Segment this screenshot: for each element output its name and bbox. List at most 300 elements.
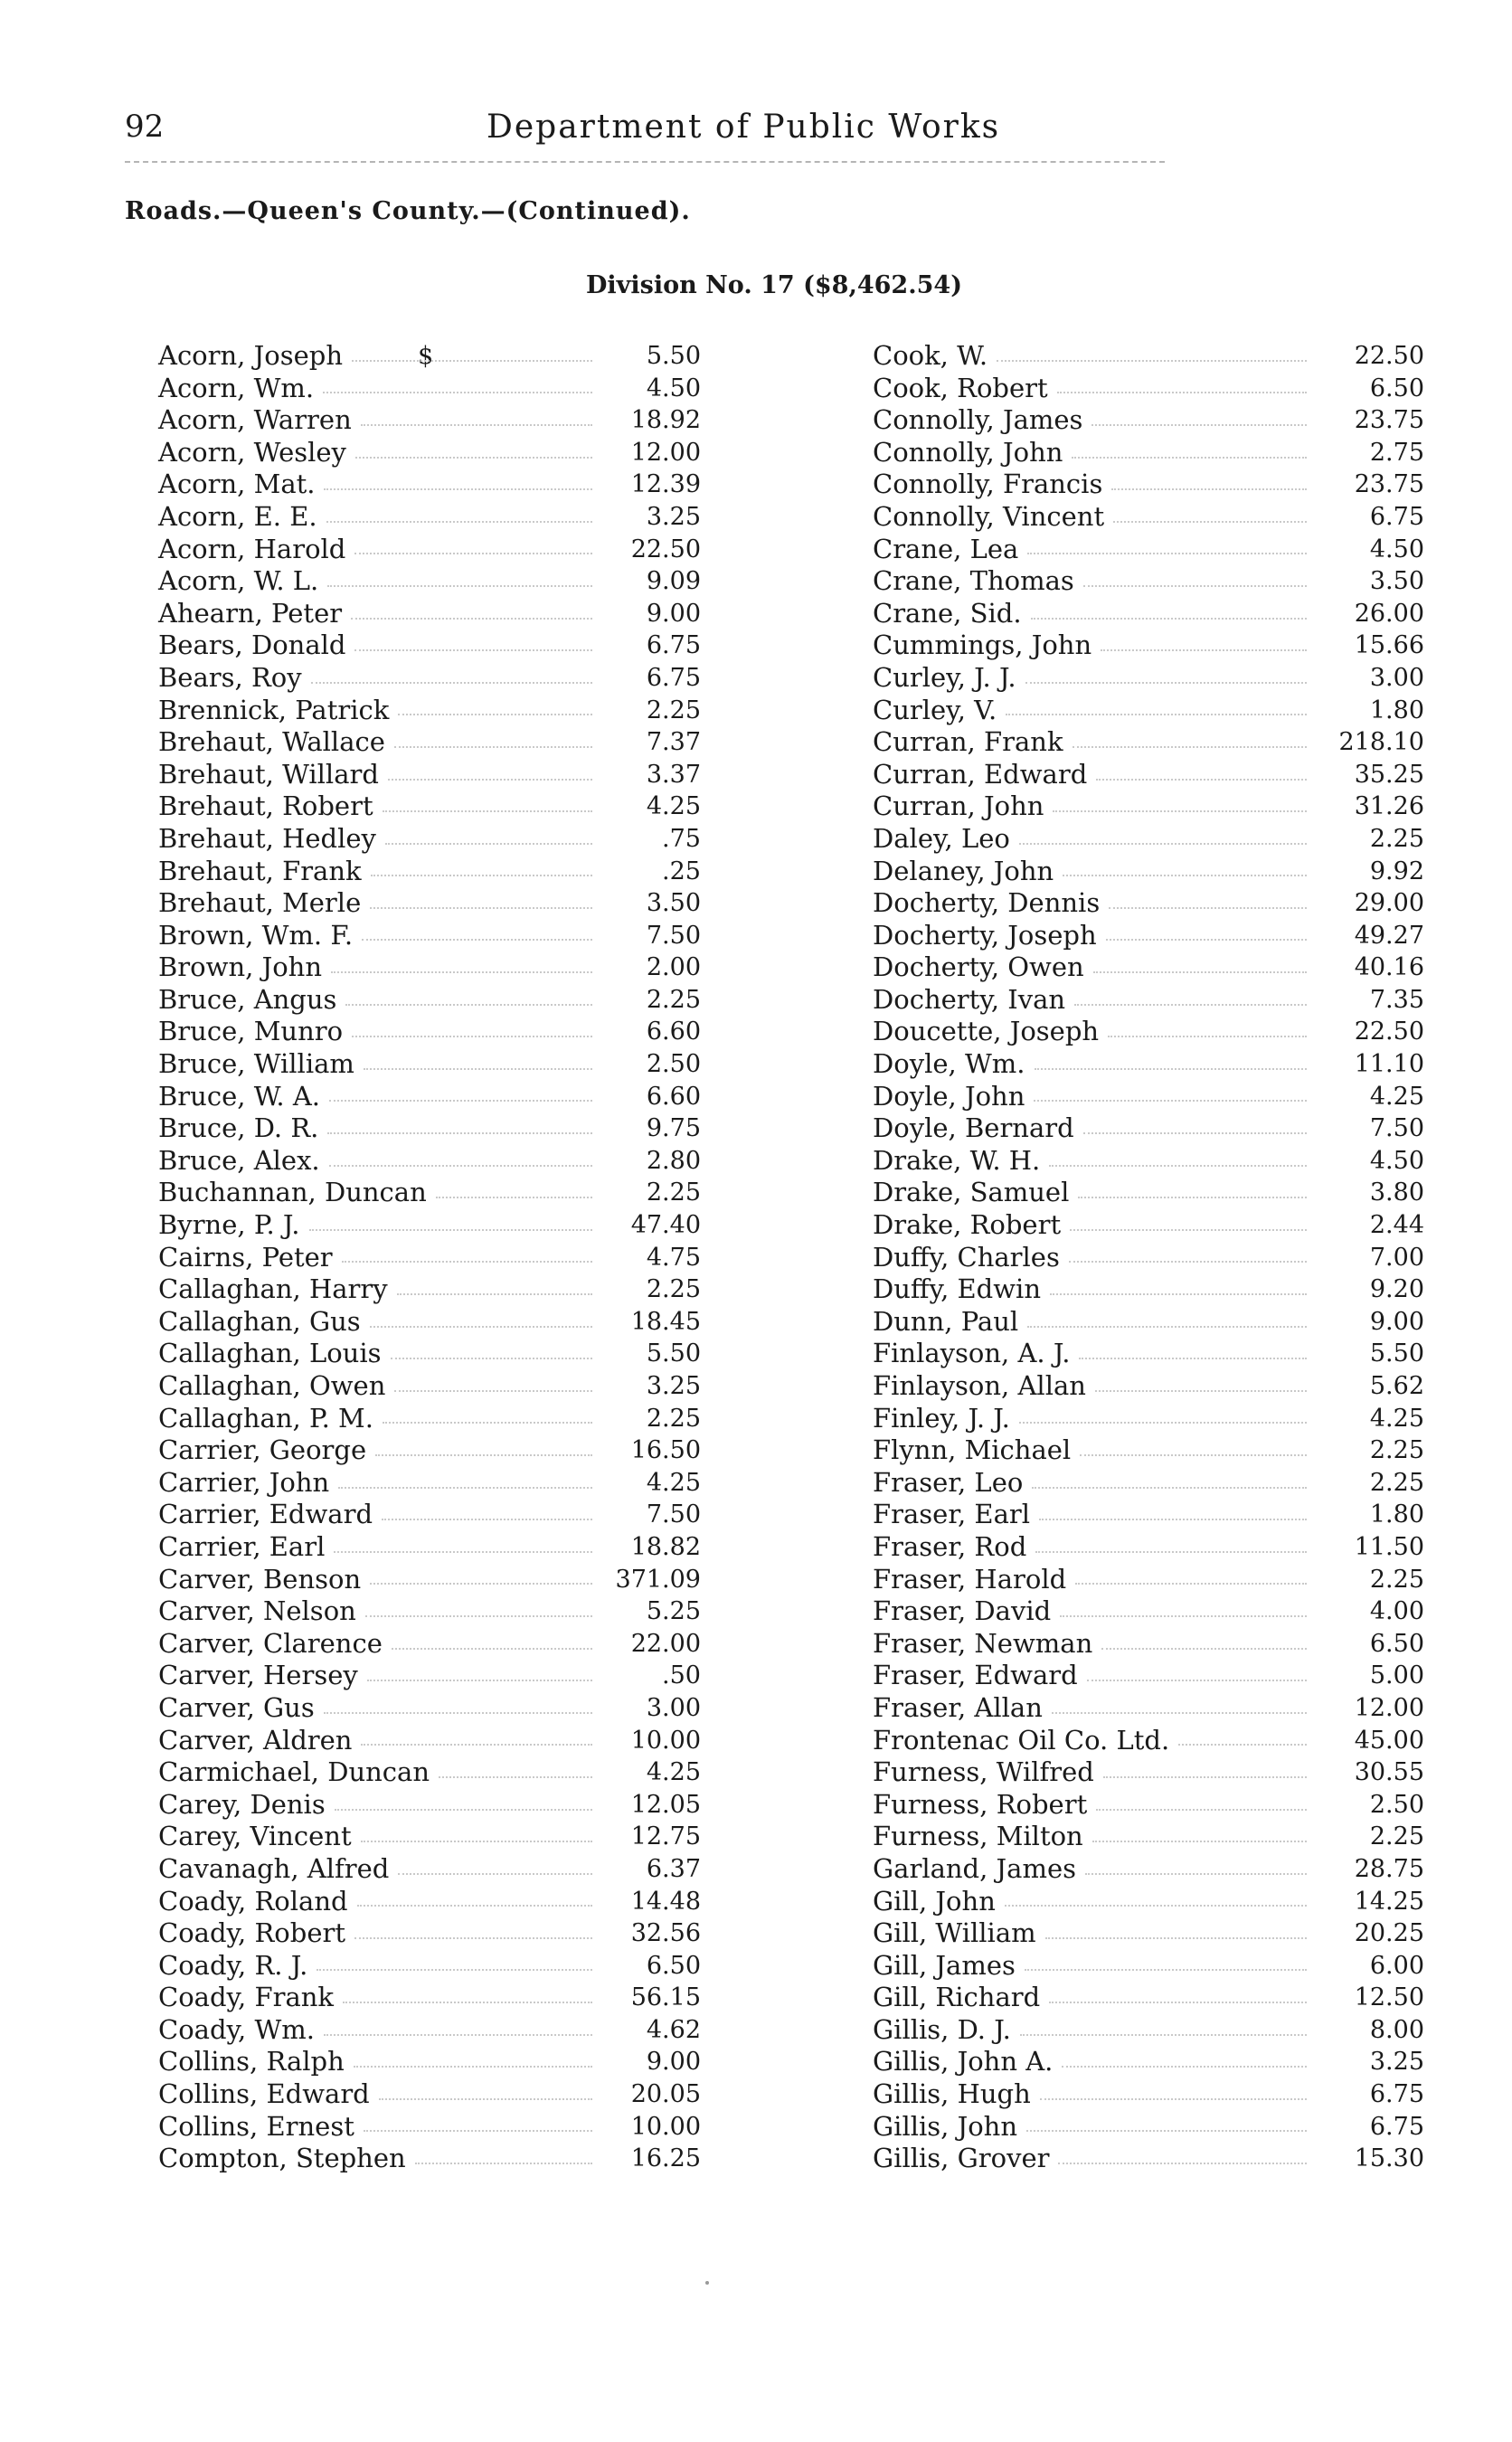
entry-name: Carey, Vincent	[158, 1821, 352, 1852]
dot-leader	[379, 2089, 592, 2100]
entry-amount: 2.25	[646, 1275, 701, 1304]
entry-name: Drake, Robert	[873, 1209, 1062, 1241]
entry-name: Frontenac Oil Co. Ltd.	[873, 1724, 1170, 1756]
entry-name: Carver, Hersey	[158, 1660, 358, 1691]
entry-name: Cavanagh, Alfred	[158, 1852, 390, 1884]
entry-name: Cairns, Peter	[158, 1241, 333, 1273]
entry-amount: 1.80	[1369, 1500, 1424, 1529]
list-item	[873, 1338, 1424, 1370]
list-item	[158, 1499, 701, 1531]
dot-leader	[1095, 1381, 1307, 1392]
dot-leader	[1078, 1188, 1307, 1198]
dot-leader	[1032, 1478, 1307, 1489]
list-item	[873, 1081, 1424, 1113]
entry-name: Coady, R. J.	[158, 1949, 308, 1981]
entry-name: Bears, Donald	[158, 629, 346, 661]
list-item	[158, 1434, 701, 1467]
dot-leader	[1027, 1317, 1307, 1328]
entry-amount: 3.25	[646, 1372, 701, 1400]
dot-leader	[397, 1284, 592, 1295]
dot-leader	[388, 770, 592, 781]
entry-name: Coady, Robert	[158, 1917, 346, 1949]
list-item	[158, 1048, 701, 1081]
entry-amount: 6.50	[1369, 1629, 1424, 1658]
entry-amount: 12.00	[630, 438, 701, 467]
entry-amount: 30.55	[1354, 1758, 1424, 1787]
dot-leader	[1070, 1220, 1307, 1231]
entry-name: Delaney, John	[873, 855, 1054, 886]
list-item	[158, 759, 701, 791]
dot-leader	[1108, 1027, 1307, 1037]
list-item	[158, 1982, 701, 2014]
list-item	[873, 1403, 1424, 1435]
entry-name: Cook, Robert	[873, 372, 1048, 403]
entry-name: Buchannan, Duncan	[158, 1177, 427, 1208]
entry-name: Acorn, Joseph	[158, 340, 343, 371]
entry-amount: 2.25	[1369, 1565, 1424, 1594]
entry-amount: .75	[662, 824, 701, 853]
entry-name: Bruce, William	[158, 1048, 354, 1080]
entry-name: Gillis, John A.	[873, 2046, 1054, 2078]
entry-amount: 1.80	[1369, 696, 1424, 724]
entry-amount: 2.80	[646, 1146, 701, 1175]
entry-name: Connolly, John	[873, 436, 1063, 468]
entry-amount: 23.75	[1354, 406, 1424, 435]
entry-name: Gillis, Hugh	[873, 2078, 1031, 2110]
list-item	[873, 1950, 1424, 1983]
list-item	[158, 695, 701, 727]
dot-leader	[1085, 1864, 1307, 1875]
dot-leader	[1178, 1735, 1307, 1746]
list-item	[158, 1467, 701, 1500]
dot-leader	[1063, 866, 1307, 876]
dot-leader	[394, 1381, 592, 1392]
dot-leader	[997, 351, 1307, 362]
entry-amount: 2.25	[1369, 1436, 1424, 1465]
entry-name: Coady, Roland	[158, 1885, 348, 1917]
list-item	[158, 1081, 701, 1113]
list-item	[158, 920, 701, 952]
dot-leader	[1103, 1767, 1307, 1778]
list-item	[158, 1725, 701, 1757]
entry-amount: 6.60	[646, 1082, 701, 1111]
dot-leader	[324, 479, 592, 490]
entry-name: Carver, Nelson	[158, 1595, 356, 1627]
list-item	[873, 1660, 1424, 1692]
entry-amount: 3.25	[1369, 2048, 1424, 2077]
entry-amount: 22.50	[630, 535, 701, 563]
entry-name: Brehaut, Willard	[158, 758, 379, 790]
entry-amount: 7.50	[646, 921, 701, 950]
left-column	[158, 340, 701, 2175]
entry-name: Drake, W. H.	[873, 1144, 1041, 1176]
entry-name: Carmichael, Duncan	[158, 1756, 430, 1788]
list-item	[873, 340, 1424, 373]
list-item	[873, 1628, 1424, 1661]
dot-leader	[335, 1800, 592, 1811]
entry-name: Carver, Aldren	[158, 1724, 353, 1756]
dot-leader	[1057, 383, 1307, 393]
entry-amount: 12.50	[1354, 1983, 1424, 2012]
list-item	[873, 1853, 1424, 1886]
dot-leader	[370, 1317, 592, 1328]
entry-name: Ahearn, Peter	[158, 597, 343, 629]
dot-leader	[1019, 1413, 1307, 1424]
dot-leader	[1106, 930, 1307, 941]
list-item	[158, 1016, 701, 1048]
dot-leader	[1035, 1542, 1307, 1553]
entry-name: Crane, Sid.	[873, 597, 1022, 629]
dot-leader	[309, 1220, 593, 1231]
list-item	[158, 823, 701, 856]
entry-amount: 4.50	[646, 374, 701, 402]
entry-name: Gill, John	[873, 1885, 996, 1917]
entry-name: Brehaut, Frank	[158, 855, 362, 886]
dot-leader	[1053, 801, 1307, 812]
list-item	[158, 1660, 701, 1692]
entry-name: Connolly, Vincent	[873, 500, 1105, 532]
entry-name: Callaghan, Harry	[158, 1273, 388, 1305]
dot-leader	[1005, 1896, 1307, 1907]
list-item	[158, 1950, 701, 1983]
entry-amount: 12.39	[630, 470, 701, 499]
entry-name: Brehaut, Wallace	[158, 726, 385, 758]
dot-leader	[1069, 1252, 1307, 1263]
list-item	[158, 1273, 701, 1306]
entry-name: Compton, Stephen	[158, 2143, 406, 2174]
entry-amount: 9.00	[646, 2048, 701, 2077]
header-rule	[125, 161, 1165, 163]
list-item	[873, 2143, 1424, 2175]
entry-amount: 15.30	[1354, 2144, 1424, 2173]
entry-amount: 4.50	[1369, 535, 1424, 563]
dot-leader	[398, 1864, 592, 1875]
list-item	[158, 1628, 701, 1661]
list-item	[873, 1595, 1424, 1628]
entry-name: Acorn, Mat.	[158, 469, 316, 500]
entry-amount: 7.35	[1369, 985, 1424, 1014]
dot-leader	[383, 1413, 592, 1424]
entry-amount: 16.25	[630, 2144, 701, 2173]
list-item	[158, 1306, 701, 1339]
dot-leader	[1093, 962, 1307, 973]
footer-mark	[705, 2281, 709, 2285]
entry-amount: 3.00	[1369, 663, 1424, 692]
entry-amount: 4.75	[646, 1243, 701, 1272]
list-item	[158, 469, 701, 501]
entry-name: Fraser, Rod	[873, 1530, 1027, 1562]
entry-name: Carrier, George	[158, 1434, 367, 1466]
list-item	[873, 373, 1424, 405]
dot-leader	[362, 930, 592, 941]
entry-amount: 20.25	[1354, 1919, 1424, 1948]
dot-leader	[361, 1735, 592, 1746]
dot-leader	[1096, 770, 1307, 781]
dot-leader	[338, 1478, 592, 1489]
entry-amount: 10.00	[630, 2112, 701, 2141]
dot-leader	[329, 1156, 592, 1167]
entry-name: Callaghan, Gus	[158, 1305, 361, 1337]
entry-amount: 6.60	[646, 1018, 701, 1046]
entry-name: Carey, Denis	[158, 1788, 326, 1820]
entry-name: Fraser, Earl	[873, 1499, 1031, 1530]
entry-amount: 4.50	[1369, 1146, 1424, 1175]
entry-name: Gillis, John	[873, 2110, 1018, 2142]
dot-leader	[1092, 1832, 1307, 1842]
right-column	[873, 340, 1424, 2175]
entry-amount: 2.75	[1369, 438, 1424, 467]
dot-leader	[1039, 1510, 1307, 1520]
entry-amount: 5.00	[1369, 1661, 1424, 1690]
entry-name: Furness, Robert	[873, 1788, 1088, 1820]
entry-amount: 2.25	[1369, 824, 1424, 853]
list-item	[873, 1048, 1424, 1081]
entry-name: Gill, William	[873, 1917, 1036, 1949]
list-item	[873, 1273, 1424, 1306]
dot-leader	[345, 995, 592, 1006]
entry-amount: 4.25	[646, 1468, 701, 1497]
entry-name: Connolly, James	[873, 404, 1083, 436]
entry-name: Doucette, Joseph	[873, 1016, 1100, 1047]
entry-name: Gill, James	[873, 1949, 1016, 1981]
list-item	[873, 790, 1424, 823]
list-item	[158, 1821, 701, 1853]
entry-amount: 2.00	[646, 953, 701, 982]
entry-name: Fraser, Newman	[873, 1627, 1093, 1659]
entry-name: Doyle, John	[873, 1080, 1025, 1112]
dot-leader	[1075, 1574, 1307, 1585]
list-item	[873, 2046, 1424, 2078]
entry-amount: 9.09	[646, 567, 701, 596]
dot-leader	[351, 609, 592, 620]
list-item	[158, 1145, 701, 1178]
list-item	[873, 1434, 1424, 1467]
dot-leader	[342, 1252, 592, 1263]
list-item	[158, 1338, 701, 1370]
list-item	[873, 534, 1424, 566]
dot-leader	[1049, 1992, 1307, 2003]
entry-name: Dunn, Paul	[873, 1305, 1019, 1337]
dot-leader	[1006, 705, 1307, 715]
entry-name: Brown, Wm. F.	[158, 919, 354, 951]
section-heading: Roads.—Queen's County.—(Continued).	[125, 197, 691, 225]
entry-amount: 7.00	[1369, 1243, 1424, 1272]
entry-name: Bruce, Alex.	[158, 1144, 320, 1176]
list-item	[158, 437, 701, 469]
entry-amount: 3.00	[646, 1693, 701, 1722]
entry-name: Brehaut, Merle	[158, 887, 362, 919]
entry-name: Curran, Frank	[873, 726, 1063, 758]
dot-leader	[1045, 1928, 1307, 1939]
list-item	[873, 856, 1424, 888]
dot-leader	[1079, 1349, 1307, 1359]
dot-leader	[354, 1928, 592, 1939]
entry-amount: 3.25	[646, 502, 701, 531]
entry-amount: 4.25	[1369, 1404, 1424, 1433]
list-item	[158, 501, 701, 534]
dot-leader	[357, 1896, 592, 1907]
entry-amount: 6.75	[1369, 2112, 1424, 2141]
dot-leader	[329, 1091, 592, 1102]
entry-amount: 6.50	[1369, 374, 1424, 402]
entry-amount: 2.25	[1369, 1468, 1424, 1497]
list-item	[158, 2143, 701, 2175]
entry-amount: 29.00	[1354, 889, 1424, 918]
list-item	[158, 1564, 701, 1596]
list-item	[873, 2111, 1424, 2144]
entry-name: Acorn, W. L.	[158, 565, 319, 597]
list-item	[158, 1370, 701, 1403]
list-item	[158, 1789, 701, 1822]
entry-amount: 2.50	[646, 1050, 701, 1079]
entry-amount: 5.25	[646, 1597, 701, 1626]
dot-leader	[1101, 1639, 1307, 1650]
dot-leader	[352, 1027, 592, 1037]
list-item	[873, 823, 1424, 856]
list-item	[158, 534, 701, 566]
list-item	[158, 984, 701, 1017]
dot-leader	[361, 1832, 592, 1842]
dot-leader	[317, 1960, 592, 1971]
entry-amount: 2.44	[1369, 1211, 1424, 1240]
dot-leader	[1101, 640, 1307, 651]
list-item	[873, 1821, 1424, 1853]
list-item	[873, 1499, 1424, 1531]
list-item	[873, 759, 1424, 791]
entry-name: Bruce, D. R.	[158, 1112, 319, 1144]
entry-amount: 371.09	[615, 1565, 701, 1594]
list-item	[158, 2046, 701, 2078]
entry-name: Docherty, Joseph	[873, 919, 1097, 951]
list-item	[873, 2014, 1424, 2047]
dot-leader	[354, 2057, 592, 2068]
entry-name: Brehaut, Hedley	[158, 822, 376, 854]
entry-name: Finlayson, Allan	[873, 1370, 1086, 1401]
dot-leader	[354, 640, 592, 651]
list-item	[873, 1016, 1424, 1048]
entry-amount: 5.50	[646, 342, 701, 370]
dot-leader	[311, 673, 592, 684]
entry-amount: 2.25	[646, 985, 701, 1014]
dot-leader	[364, 2121, 592, 2132]
entry-name: Docherty, Owen	[873, 951, 1084, 983]
entry-amount: 6.75	[646, 663, 701, 692]
list-item	[158, 1112, 701, 1145]
entry-name: Coady, Frank	[158, 1982, 334, 2013]
entry-name: Cummings, John	[873, 629, 1092, 661]
list-item	[873, 2078, 1424, 2111]
entry-name: Docherty, Dennis	[873, 887, 1101, 919]
entry-amount: 18.92	[630, 406, 701, 435]
entry-name: Byrne, P. J.	[158, 1209, 300, 1241]
entry-amount: 22.50	[1354, 342, 1424, 370]
dot-leader	[1109, 898, 1307, 909]
entry-amount: 6.75	[646, 631, 701, 660]
list-item	[873, 1789, 1424, 1822]
entry-amount: 22.50	[1354, 1018, 1424, 1046]
entry-amount: 2.25	[646, 696, 701, 724]
dot-leader	[352, 351, 592, 362]
entry-amount: 18.45	[630, 1307, 701, 1336]
entry-name: Collins, Edward	[158, 2078, 370, 2110]
list-item	[158, 2111, 701, 2144]
entry-name: Brehaut, Robert	[158, 790, 373, 822]
entry-amount: 10.00	[630, 1726, 701, 1755]
entry-amount: 14.25	[1354, 1887, 1424, 1916]
dot-leader	[398, 705, 592, 715]
list-item	[158, 1209, 701, 1242]
list-item	[873, 920, 1424, 952]
entry-amount: 31.26	[1354, 792, 1424, 821]
dot-leader	[1027, 544, 1307, 554]
dot-leader	[1074, 995, 1307, 1006]
dot-leader	[436, 1188, 592, 1198]
entry-name: Collins, Ernest	[158, 2110, 354, 2142]
list-item	[158, 1886, 701, 1918]
dot-leader	[415, 2153, 592, 2164]
entry-amount: 4.25	[1369, 1082, 1424, 1111]
running-title: Department of Public Works	[487, 109, 1001, 146]
dot-leader	[1111, 479, 1307, 490]
entry-name: Drake, Samuel	[873, 1177, 1070, 1208]
dot-leader	[1019, 834, 1307, 845]
entry-name: Furness, Milton	[873, 1821, 1083, 1852]
entry-amount: 2.25	[646, 1178, 701, 1207]
entry-name: Gillis, D. J.	[873, 2013, 1011, 2045]
list-item	[158, 951, 701, 984]
list-item	[158, 1853, 701, 1886]
entry-amount: 32.56	[630, 1919, 701, 1948]
list-item	[873, 1564, 1424, 1596]
entry-amount: 4.00	[1369, 1597, 1424, 1626]
list-item	[158, 662, 701, 695]
entry-amount: 11.10	[1354, 1050, 1424, 1079]
list-item	[873, 1886, 1424, 1918]
list-item	[873, 1370, 1424, 1403]
page-header	[125, 109, 1065, 154]
list-item	[873, 1531, 1424, 1564]
dot-leader	[1073, 737, 1307, 748]
dot-leader	[370, 898, 592, 909]
list-item	[158, 404, 701, 437]
entry-name: Docherty, Ivan	[873, 983, 1066, 1015]
dot-leader	[1087, 1671, 1307, 1681]
list-item	[158, 565, 701, 598]
dot-leader	[394, 737, 592, 748]
list-item	[873, 1982, 1424, 2014]
entry-name: Duffy, Charles	[873, 1241, 1060, 1273]
division-heading: Division No. 17 ($8,462.54)	[586, 271, 962, 299]
entry-amount: 4.25	[646, 1758, 701, 1787]
dot-leader	[1052, 1703, 1307, 1714]
entry-amount: 7.50	[1369, 1114, 1424, 1143]
entry-name: Finley, J. J.	[873, 1402, 1010, 1434]
entry-name: Bruce, Angus	[158, 983, 337, 1015]
list-item	[873, 629, 1424, 662]
entry-name: Carrier, Edward	[158, 1499, 373, 1530]
entry-name: Gillis, Grover	[873, 2143, 1050, 2174]
list-item	[158, 1403, 701, 1435]
list-item	[158, 1242, 701, 1274]
entry-amount: 9.00	[1369, 1307, 1424, 1336]
entry-name: Flynn, Michael	[873, 1434, 1072, 1466]
entry-name: Duffy, Edwin	[873, 1273, 1042, 1305]
dot-leader	[365, 1606, 592, 1617]
list-item	[158, 373, 701, 405]
dot-leader	[382, 1510, 592, 1520]
list-item	[873, 1145, 1424, 1178]
page-number: 92	[125, 109, 165, 145]
